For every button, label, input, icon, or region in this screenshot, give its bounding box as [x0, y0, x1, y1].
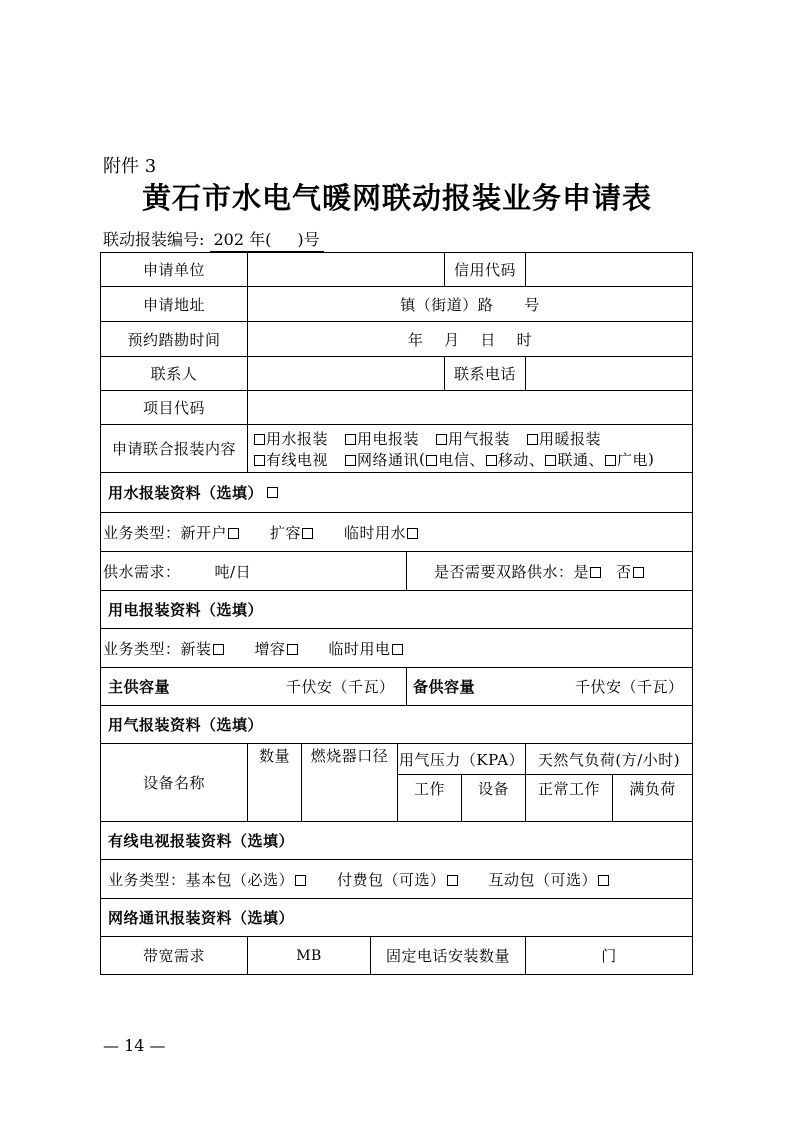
water-demand-row — [103, 552, 403, 590]
water-type-new[interactable]: 新开户 — [181, 522, 241, 543]
bandwidth-input[interactable]: MB — [296, 947, 322, 964]
phone-count-label: 固定电话安装数量 — [385, 947, 510, 965]
page-number: — 14 — — [103, 1036, 166, 1055]
power-section-heading: 用电报装资料（选填） — [108, 601, 264, 619]
option-mobile[interactable]: 移动 — [485, 449, 529, 470]
checkbox-icon[interactable] — [302, 528, 313, 539]
survey-time-label: 预约踏勘时间 — [127, 330, 221, 349]
checkbox-icon[interactable] — [345, 455, 356, 466]
power-type-label: 业务类型： — [103, 639, 181, 658]
gas-section-heading: 用气报装资料（选填） — [108, 716, 264, 734]
option-telecom[interactable]: 电信 — [425, 449, 469, 470]
tv-type-label: 业务类型： — [108, 870, 186, 889]
credit-code-input[interactable] — [526, 253, 692, 286]
credit-code-label: 信用代码 — [453, 261, 516, 279]
serial-number-row — [103, 227, 324, 252]
contact-phone-label: 联系电话 — [453, 365, 516, 383]
gas-quantity-label: 数量 — [258, 746, 290, 765]
checkbox-icon[interactable] — [436, 434, 447, 445]
serial-year: 202 — [213, 230, 245, 249]
gas-burner-label: 燃烧器口径 — [310, 746, 389, 765]
water-type-temporary[interactable]: 临时用水 — [344, 522, 419, 543]
serial-number-field[interactable] — [210, 227, 324, 252]
serial-paren-close: ) — [297, 230, 304, 249]
survey-time-input[interactable]: 年 月 日 时 — [407, 330, 533, 349]
contact-phone-input[interactable] — [526, 357, 692, 390]
dual-supply-row — [434, 552, 690, 590]
joint-options-line-1 — [253, 428, 689, 448]
power-type-row — [103, 629, 688, 667]
option-network[interactable]: 网络通讯 — [344, 449, 419, 470]
joint-options-line-2: 有线电视 网络通讯 ( 电信 、 移动 、 联通 、 广电 ) — [253, 449, 689, 469]
checkbox-icon[interactable] — [590, 567, 601, 578]
main-capacity-label: 主供容量 — [108, 678, 171, 696]
gas-load-label: 天然气负荷(方/小时) — [537, 750, 681, 769]
main-capacity-unit[interactable]: 千伏安（千瓦） — [286, 678, 395, 696]
form-title: 黄石市水电气暖网联动报装业务申请表 — [141, 181, 652, 215]
address-input[interactable]: 镇（街道）路 号 — [400, 295, 540, 314]
water-type-expand[interactable]: 扩容 — [270, 522, 314, 543]
checkbox-icon[interactable] — [605, 455, 616, 466]
serial-paren-open: ( — [265, 230, 272, 249]
serial-year-char: 年 — [249, 230, 266, 249]
network-paren-close: ) — [648, 450, 655, 468]
contact-label: 联系人 — [150, 365, 198, 383]
checkbox-icon[interactable] — [392, 644, 403, 655]
option-broadcast[interactable]: 广电 — [604, 449, 648, 470]
power-type-new[interactable]: 新装 — [181, 638, 225, 659]
checkbox-icon[interactable] — [486, 455, 497, 466]
project-code-input[interactable] — [248, 391, 692, 424]
project-code-label: 项目代码 — [142, 399, 205, 417]
gas-normal-label: 正常工作 — [537, 779, 600, 798]
checkbox-icon[interactable] — [426, 455, 437, 466]
option-water[interactable]: 用水报装 — [253, 428, 328, 449]
contact-input[interactable] — [248, 357, 444, 390]
option-heating[interactable]: 用暖报装 — [526, 428, 601, 449]
checkbox-icon[interactable] — [545, 455, 556, 466]
phone-count-input[interactable]: 门 — [601, 947, 617, 965]
checkbox-icon[interactable] — [254, 434, 265, 445]
option-cable-tv[interactable]: 有线电视 — [253, 449, 328, 470]
serial-num-char: 号 — [303, 230, 320, 249]
dual-supply-yes[interactable]: 是 — [574, 561, 603, 582]
applicant-unit-label: 申请单位 — [142, 261, 205, 279]
attachment-label: 附件 3 — [103, 156, 157, 177]
option-power[interactable]: 用电报装 — [344, 428, 419, 449]
water-type-row — [103, 513, 688, 551]
gas-work-label: 工作 — [413, 779, 445, 798]
water-demand-label: 供水需求： — [103, 562, 181, 581]
checkbox-icon[interactable] — [254, 455, 265, 466]
dual-supply-no[interactable]: 否 — [616, 561, 645, 582]
checkbox-icon[interactable] — [287, 644, 298, 655]
backup-capacity-unit[interactable]: 千伏安（千瓦） — [575, 678, 684, 696]
network-paren-open: ( — [419, 450, 426, 468]
serial-label: 联动报装编号: — [103, 230, 205, 249]
water-demand-unit: 吨/日 — [214, 562, 252, 581]
tv-type-row — [108, 860, 688, 898]
checkbox-icon[interactable] — [295, 875, 306, 886]
tv-basic-package[interactable]: 基本包（必选） — [186, 869, 308, 890]
power-type-expand[interactable]: 增容 — [255, 638, 299, 659]
checkbox-icon[interactable] — [407, 528, 418, 539]
tv-interactive-package[interactable]: 互动包（可选） — [489, 869, 611, 890]
bandwidth-label: 带宽需求 — [142, 947, 205, 965]
applicant-unit-input[interactable] — [248, 253, 444, 286]
gas-device-label: 设备 — [477, 779, 509, 798]
checkbox-icon[interactable] — [267, 487, 278, 498]
address-label: 申请地址 — [142, 295, 205, 314]
power-type-temporary[interactable]: 临时用电 — [329, 638, 404, 659]
checkbox-icon[interactable] — [598, 875, 609, 886]
dual-supply-label: 是否需要双路供水： — [434, 562, 574, 581]
joint-content-label: 申请联合报装内容 — [111, 440, 236, 458]
option-gas[interactable]: 用气报装 — [435, 428, 510, 449]
gas-full-load-label: 满负荷 — [629, 779, 676, 798]
gas-equipment-label: 设备名称 — [142, 774, 205, 792]
tv-paid-package[interactable]: 付费包（可选） — [337, 869, 459, 890]
checkbox-icon[interactable] — [447, 875, 458, 886]
tv-section-heading: 有线电视报装资料（选填） — [108, 832, 295, 850]
option-unicom[interactable]: 联通 — [544, 449, 588, 470]
gas-pressure-label: 用气压力（KPA） — [398, 750, 525, 769]
network-section-heading: 网络通讯报装资料（选填） — [108, 909, 295, 927]
checkbox-icon[interactable] — [345, 434, 356, 445]
backup-capacity-label: 备供容量 — [413, 678, 476, 696]
water-section-heading: 用水报装资料（选填） — [108, 473, 688, 512]
water-type-label: 业务类型： — [103, 523, 181, 542]
checkbox-icon[interactable] — [228, 528, 239, 539]
checkbox-icon[interactable] — [633, 567, 644, 578]
checkbox-icon[interactable] — [213, 644, 224, 655]
checkbox-icon[interactable] — [527, 434, 538, 445]
